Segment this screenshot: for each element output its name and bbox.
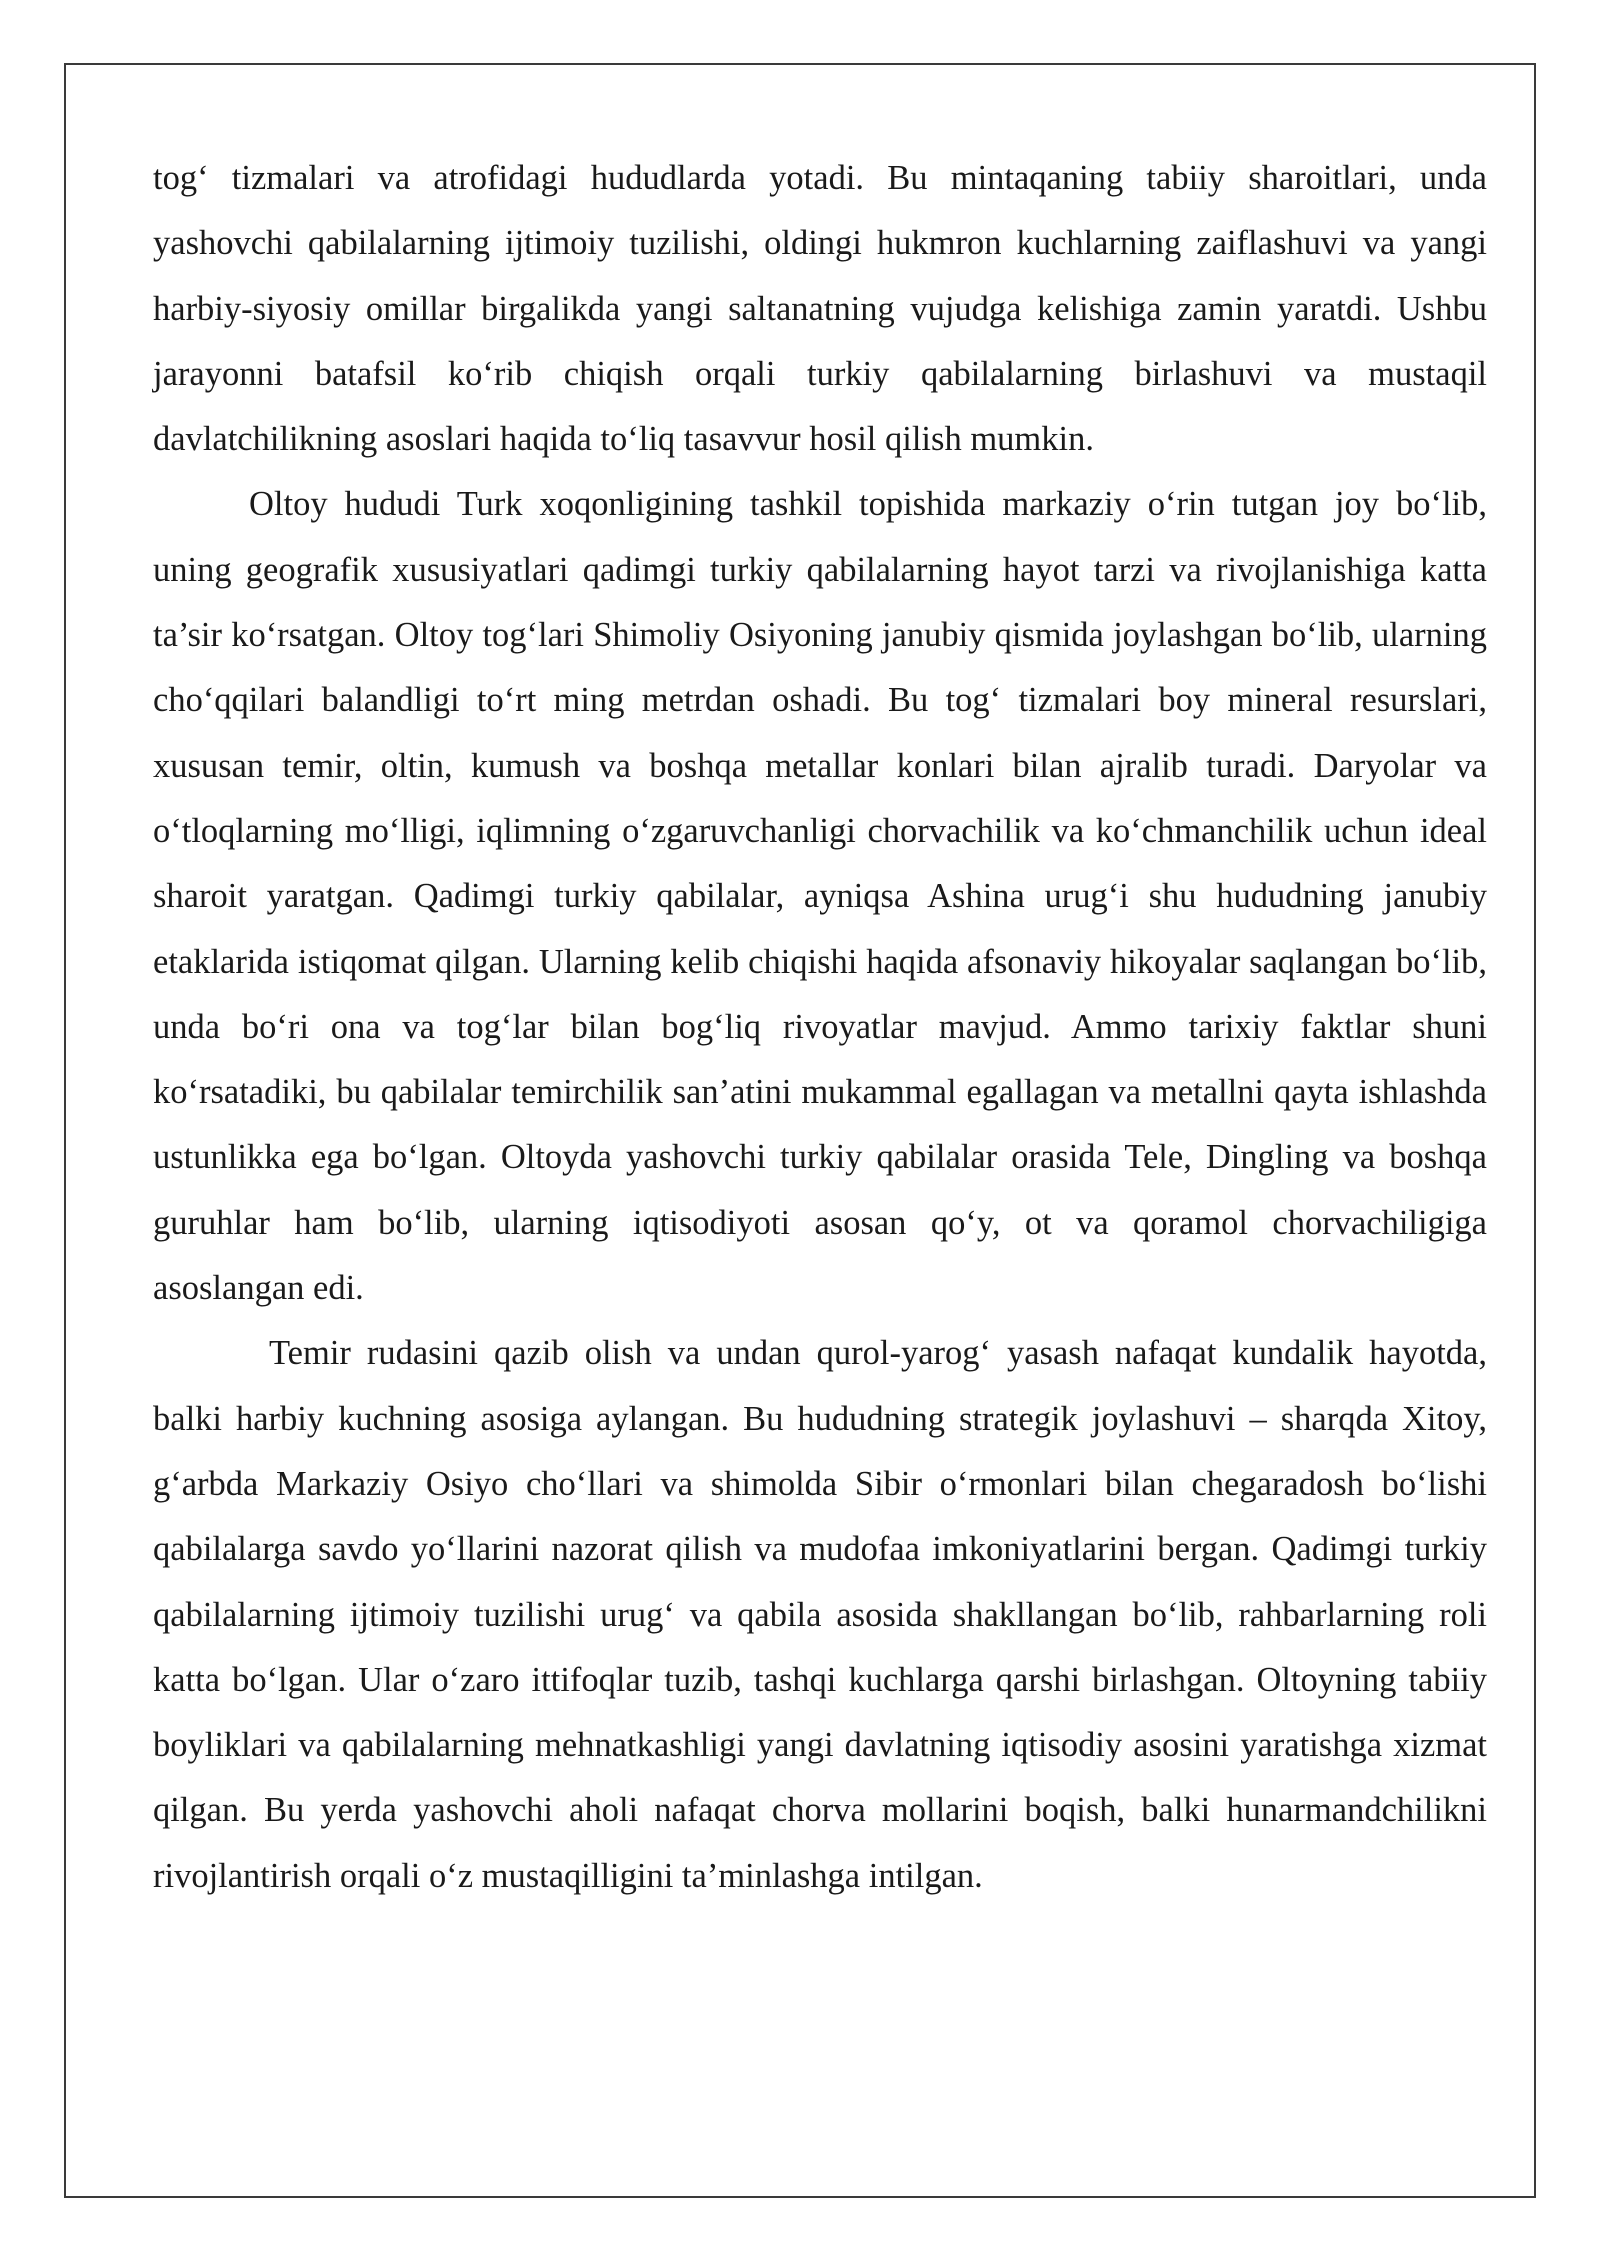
paragraph-2: Oltoy hududi Turk xoqonligining tashkil topishida markaziy o‘rin tutgan joy bo‘lib, uning geografik xususiyatlari qadimgi turkiy qabilalarning hayot tarzi va rivojlanishiga katta ta’sir ko‘rsatgan. Oltoy tog‘lari Shimoliy Osiyoning janubiy qismida joylashgan bo‘lib, ularning cho‘qqilari balandligi to‘rt ming metrdan oshadi. Bu tog‘ tizmalari boy mineral resurslari, xususan temir, oltin, kumush va boshqa metallar konlari bilan ajralib turadi. Daryolar va o‘tloqlarning mo‘lligi, iqlimning o‘zgaruvchanligi chorvachilik va ko‘chmanchilik uchun ideal sharoit yaratgan. Qadimgi turkiy qabilalar, ayniqsa Ashina urug‘i shu hududning janubiy etaklarida istiqomat qilgan. Ularning kelib chiqishi haqida afsonaviy hikoyalar saqlangan bo‘lib, unda bo‘ri ona va tog‘lar bilan bog‘liq rivoyatlar mavjud. Ammo tarixiy faktlar shuni ko‘rsatadiki, bu qabilalar temirchilik san’atini mukammal egallagan va metallni qayta ishlashda ustunlikka ega bo‘lgan. Oltoyda yashovchi turkiy qabilalar orasida Tele, Dingling va boshqa guruhlar ham bo‘lib, ularning iqtisodiyoti asosan qo‘y, ot va qoramol chorvachiligiga asoslangan edi.: [153, 485, 1487, 1308]
document-body: [153, 146, 1487, 1909]
paragraph-3: Temir rudasini qazib olish va undan qurol-yarog‘ yasash nafaqat kundalik hayotda, balki harbiy kuchning asosiga aylangan. Bu hududning strategik joylashuvi – sharqda Xitoy, g‘arbda Markaziy Osiyo cho‘llari va shimolda Sibir o‘rmonlari bilan chegaradosh bo‘lishi qabilalarga savdo yo‘llarini nazorat qilish va mudofaa imkoniyatlarini bergan. Qadimgi turkiy qabilalarning ijtimoiy tuzilishi urug‘ va qabila asosida shakllangan bo‘lib, rahbarlarning roli katta bo‘lgan. Ular o‘zaro ittifoqlar tuzib, tashqi kuchlarga qarshi birlashgan. Oltoyning tabiiy boyliklari va qabilalarning mehnatkashligi yangi davlatning iqtisodiy asosini yaratishga xizmat qilgan. Bu yerda yashovchi aholi nafaqat chorva mollarini boqish, balki hunarmandchilikni rivojlantirish orqali o‘z mustaqilligini ta’minlashga intilgan.: [153, 1334, 1487, 1895]
paragraph-1: tog‘ tizmalari va atrofidagi hududlarda yotadi. Bu mintaqaning tabiiy sharoitlari, unda yashovchi qabilalarning ijtimoiy tuzilishi, oldingi hukmron kuchlarning zaiflashuvi va yangi harbiy-siyosiy omillar birgalikda yangi saltanatning vujudga kelishiga zamin yaratdi. Ushbu jarayonni batafsil ko‘rib chiqish orqali turkiy qabilalarning birlashuvi va mustaqil davlatchilikning asoslari haqida to‘liq tasavvur hosil qilish mumkin.: [153, 159, 1487, 459]
